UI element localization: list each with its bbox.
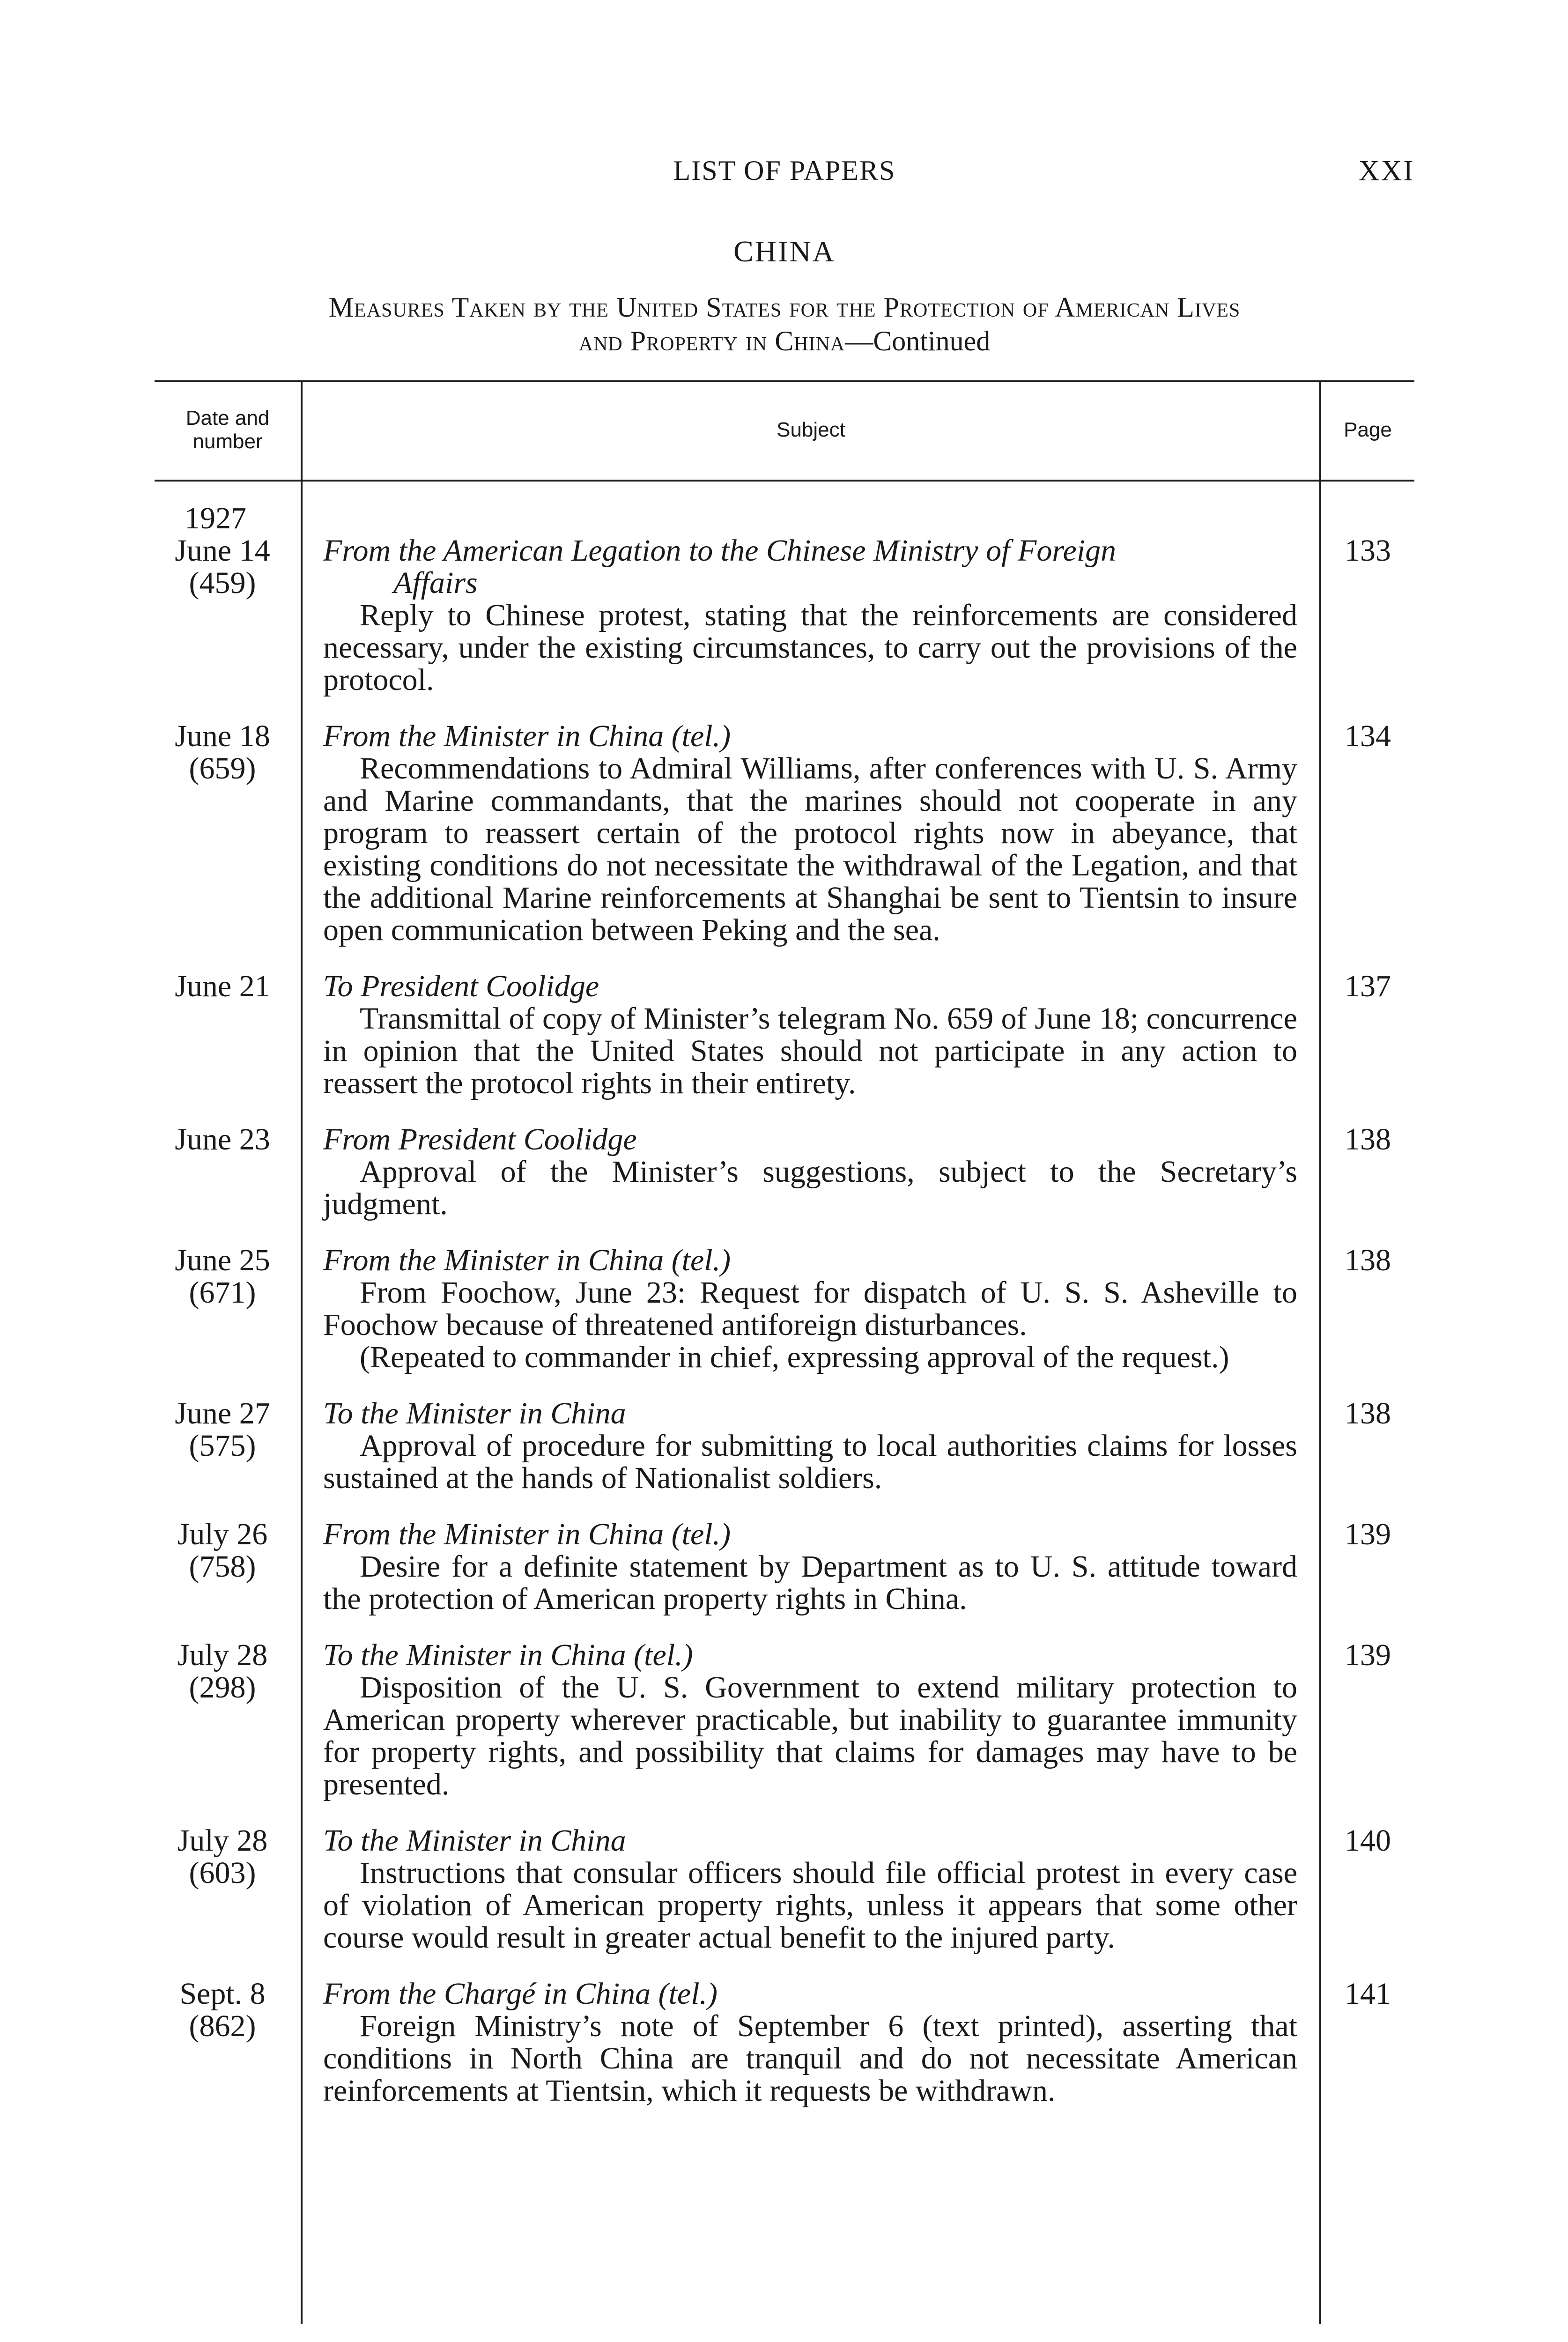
table-row: [155, 1518, 1414, 1615]
entry-number: (603): [189, 1856, 256, 1890]
entry-number: (459): [189, 566, 256, 600]
table-row: [155, 1244, 1414, 1373]
entry-description: Desire for a definite statement by Department as to U. S. attitude toward the protection of American property rights in China.: [323, 1549, 1297, 1616]
entry-heading: From President Coolidge: [323, 1122, 637, 1156]
entry-subject: [323, 1824, 1297, 1954]
entry-heading: To the Minister in China: [323, 1396, 626, 1430]
entry-description: From Foochow, June 23: Request for dispatch of U. S. S. Asheville to Foochow because of threatened antiforeign disturbances.: [323, 1275, 1297, 1342]
entry-date-text: Sept. 8: [179, 1977, 266, 2011]
entry-heading: From the Minister in China (tel.): [323, 719, 731, 753]
entry-date-text: June 21: [175, 969, 270, 1003]
entry-subject: [323, 970, 1297, 1099]
table-row: [155, 1824, 1414, 1954]
column-header-subject: Subject: [777, 418, 845, 441]
column-header-date: Date and number: [185, 407, 270, 453]
entry-description: Approval of the Minister’s suggestions, subject to the Secretary’s judgment.: [323, 1155, 1297, 1221]
entry-date: [155, 970, 290, 1002]
entry-subject: [323, 1518, 1297, 1615]
subsection-title-line1: Measures Taken by the United States for the Protection of American Lives: [328, 292, 1241, 323]
table-row: [155, 1978, 1414, 2107]
page-folio: XXI: [1358, 155, 1414, 187]
entry-description: Approval of procedure for submitting to local authorities claims for losses sustained at the hands of Nationalist soldiers.: [323, 1429, 1297, 1495]
entry-heading: From the Chargé in China (tel.): [323, 1977, 718, 2011]
entry-subject: [323, 1123, 1297, 1220]
entry-number: (575): [189, 1429, 256, 1463]
entry-subject: [323, 1978, 1297, 2107]
entry-date-text: June 14: [175, 534, 270, 568]
entry-date: [155, 534, 290, 599]
entry-heading: From the American Legation to the Chinese Ministry of Foreign: [323, 534, 1117, 568]
entry-date-text: July 28: [177, 1638, 268, 1672]
subsection-title-line2: [155, 324, 1414, 358]
entry-date-text: June 27: [175, 1396, 270, 1430]
table-row: [155, 1123, 1414, 1220]
table-header-rule: [155, 480, 1414, 482]
subsection-title-line2-sc: and Property in China: [578, 326, 845, 356]
entry-description: (Repeated to commander in chief, expressing approval of the request.): [360, 1340, 1229, 1374]
entries-list: [155, 534, 1414, 2131]
table-row: [155, 720, 1414, 946]
entry-heading: To President Coolidge: [323, 969, 599, 1003]
entry-number: (671): [189, 1275, 256, 1310]
entry-description: Reply to Chinese protest, stating that the reinforcements are considered necessary, under the existing circumstances, to carry out the provisions of the protocol.: [323, 598, 1297, 697]
entry-number: (758): [189, 1549, 256, 1584]
entry-page-number: 133: [1345, 534, 1391, 568]
entry-heading: To the Minister in China (tel.): [323, 1638, 693, 1672]
entry-date-text: June 23: [175, 1122, 270, 1156]
entry-page-number: 138: [1345, 1122, 1391, 1156]
table-row: [155, 970, 1414, 1099]
entry-number: (298): [189, 1670, 256, 1705]
entry-date: [155, 1123, 290, 1156]
entry-heading: From the Minister in China (tel.): [323, 1517, 731, 1551]
running-head-title: LIST OF PAPERS: [673, 155, 896, 186]
entry-subject: [323, 720, 1297, 946]
entry-subject: [323, 1639, 1297, 1801]
table-row: [155, 1639, 1414, 1801]
entry-date-text: July 28: [177, 1823, 268, 1858]
entry-description: Disposition of the U. S. Government to extend military protection to American property wherever practicable, but inability to guarantee immunity for property rights, and possibility that claims for damages may have to be presented.: [323, 1670, 1297, 1801]
entry-subject: [323, 1397, 1297, 1494]
running-head: [155, 155, 1414, 197]
entry-subject: [323, 534, 1297, 696]
entry-heading: To the Minister in China: [323, 1823, 626, 1858]
entry-date-text: July 26: [177, 1517, 268, 1551]
entry-page-number: 138: [1345, 1396, 1391, 1430]
entry-description: Instructions that consular officers should file official protest in every case of violation of American property rights, unless it appears that some other course would result in greater actual benefit to the injured party.: [323, 1856, 1297, 1955]
entry-description: Transmittal of copy of Minister’s telegram No. 659 of June 18; concurrence in opinion that the United States should not participate in any action to reassert the protocol rights in their entirety.: [323, 1001, 1297, 1100]
entry-date: [155, 1978, 290, 2042]
entry-number: (659): [189, 751, 256, 786]
entry-heading-continued: Affairs: [393, 566, 478, 600]
entry-date: [155, 1397, 290, 1462]
entry-date-text: June 18: [175, 719, 270, 753]
entry-page-number: 138: [1345, 1243, 1391, 1277]
entry-subject: [323, 1244, 1297, 1373]
entry-page-number: 141: [1345, 1977, 1391, 2011]
entry-page-number: 139: [1345, 1517, 1391, 1551]
entry-page-number: 140: [1345, 1823, 1391, 1858]
entry-date: [155, 1639, 290, 1704]
section-title: CHINA: [733, 235, 836, 268]
entry-description: Recommendations to Admiral Williams, after conferences with U. S. Army and Marine commandants, that the marines should not cooperate in any program to reassert certain of the protocol rights now in abeyance, that existing conditions do not necessitate the withdrawal of the Legation, and that the additional Marine reinforcements at Shanghai be sent to Tientsin to insure open communication between Peking and the sea.: [323, 751, 1297, 947]
entry-heading: From the Minister in China (tel.): [323, 1243, 731, 1277]
table-row: [155, 534, 1414, 696]
entry-description: Foreign Ministry’s note of September 6 (text printed), asserting that conditions in North China are tranquil and do not necessitate American reinforcements at Tientsin, which it requests be withdrawn.: [323, 2009, 1297, 2108]
entry-page-number: 134: [1345, 719, 1391, 753]
entry-page-number: 137: [1345, 969, 1391, 1003]
subsection-title-line2-rest: —Continued: [845, 326, 991, 356]
entry-date: [155, 1824, 290, 1889]
subsection-title: [155, 290, 1414, 358]
entry-number: (862): [189, 2009, 256, 2043]
entry-date: [155, 720, 290, 785]
entry-date: [155, 1244, 290, 1309]
entry-page-number: 139: [1345, 1638, 1391, 1672]
list-of-papers-table: [155, 380, 1414, 2324]
table-row: [155, 1397, 1414, 1494]
column-header-page: Page: [1344, 418, 1392, 441]
entry-date-text: June 25: [175, 1243, 270, 1277]
entry-date: [155, 1518, 290, 1583]
year-label: 1927: [185, 501, 246, 535]
